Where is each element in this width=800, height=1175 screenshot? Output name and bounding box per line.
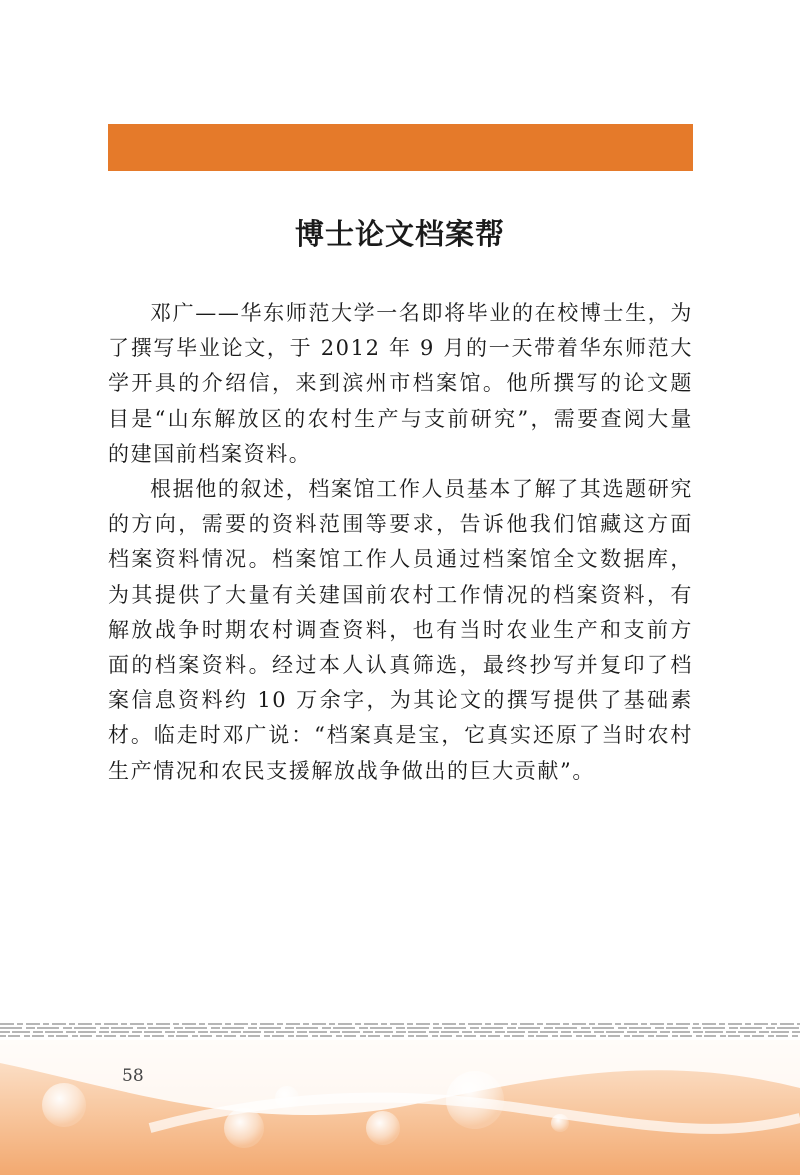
header-bar xyxy=(108,124,693,171)
footer-decoration xyxy=(0,1018,800,1175)
paragraph-1: 邓广——华东师范大学一名即将毕业的在校博士生，为了撰写毕业论文，于 2012 年 9 月的一天带着华东师范大学开具的介绍信，来到滨州市档案馆。他所撰写的论文题目是“山东解放区的农村生产与支前研究”，需要查阅大量的建国前档案资料。 xyxy=(108,301,693,466)
paragraph-2: 根据他的叙述，档案馆工作人员基本了解了其选题研究的方向，需要的资料范围等要求，告诉他我们馆藏这方面档案资料情况。档案馆工作人员通过档案馆全文数据库，为其提供了大量有关建国前农村工作情况的档案资料，有解放战争时期农村调查资料，也有当时农业生产和支前方面的档案资料。经过本人认真筛选，最终抄写并复印了档案信息资料约 10 万余字，为其论文的撰写提供了基础素材。临走时邓广说：“档案真是宝，它真实还原了当时农村生产情况和农民支援解放战争做出的巨大贡献”。 xyxy=(108,477,693,783)
page-title: 博士论文档案帮 xyxy=(294,217,505,251)
footer-wave-graphic xyxy=(0,1018,800,1175)
page-number: 58 xyxy=(122,1066,144,1086)
article-body xyxy=(108,296,693,789)
